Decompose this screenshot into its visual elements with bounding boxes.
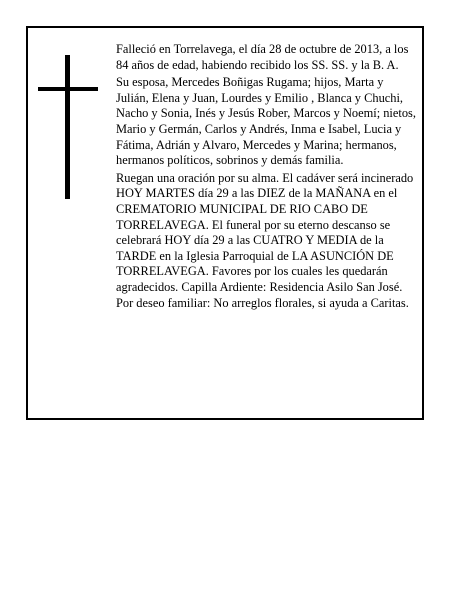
cross-vertical-bar <box>65 55 70 199</box>
cross-horizontal-bar <box>38 87 98 91</box>
notice-text <box>116 42 416 313</box>
cross-icon <box>38 55 98 199</box>
ceremony-paragraph: Ruegan una oración por su alma. El cadáver será incinerado HOY MARTES día 29 a las DIEZ de la MAÑANA en el CREMATORIO MUNICIPAL DE RIO CABO DE TORRELAVEGA. El funeral por su eterno descanso se celebrará HOY día 29 a las CUATRO Y MEDIA de la TARDE en la Iglesia Parroquial de LA ASUNCIÓN DE TORRELAVEGA. Favores por los cuales les quedarán agradecidos. Capilla Ardiente: Residencia Asilo San José. Por deseo familiar: No arreglos florales, si ayuda a Caritas. <box>116 170 414 310</box>
obituary-notice <box>26 26 424 420</box>
family-paragraph: Su esposa, Mercedes Boñigas Rugama; hijos, Marta y Julián, Elena y Juan, Lourdes y Emilio , Blanca y Chuchi, Nacho y Sonia, Inés y Jesús Rober, Marcos y Noemí; nietos, Mario y Germán, Carlos y Andrés, Inma e Isabel, Lucia y Fátima, Adrián y Alvaro, Mercedes y Marina; hermanos, hermanos políticos, sobrinos y demás familia. <box>116 75 416 168</box>
death-announcement-paragraph: Falleció en Torrelavega, el día 28 de octubre de 2013, a los 84 años de edad, habiendo recibido los SS. SS. y la B. A. <box>116 42 409 72</box>
